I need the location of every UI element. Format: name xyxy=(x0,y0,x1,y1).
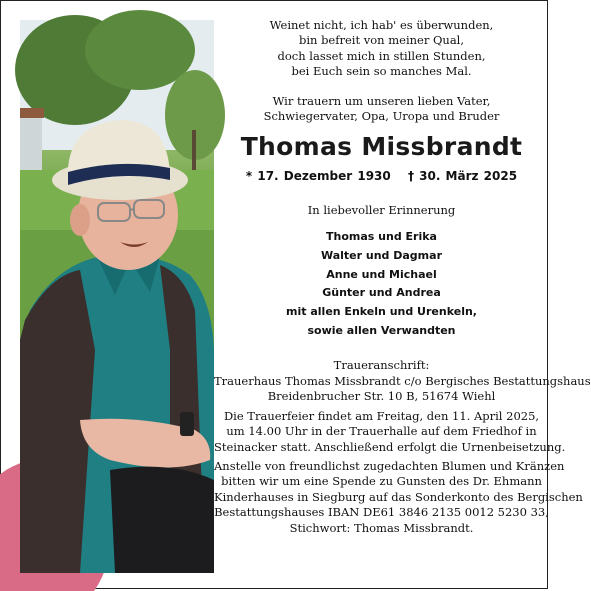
remembrance-line: In liebevoller Erinnerung xyxy=(307,202,456,217)
address-line: Trauerhaus Thomas Missbrandt c/o Bergisches Bestattungshaus xyxy=(214,373,591,388)
family-list xyxy=(214,228,549,340)
portrait-photo xyxy=(20,20,214,573)
donation-request xyxy=(214,458,583,536)
intro-line: Wir trauern um unseren lieben Vater, xyxy=(272,93,491,108)
donation-line: Kinderhauses in Siegburg auf das Sonderkonto des Bergischen xyxy=(214,489,583,504)
service-line: Die Trauerfeier findet am Freitag, den 11. April 2025, xyxy=(223,408,540,423)
donation-line: bitten wir um eine Spende zu Gunsten des Dr. Ehmann xyxy=(221,474,542,489)
mourning-address xyxy=(214,358,591,404)
donation-line: Bestattungshauses IBAN DE61 3846 2135 0012 5230 33, xyxy=(214,505,549,520)
intro-line: Schwiegervater, Opa, Uropa und Bruder xyxy=(263,109,500,124)
deceased-name: Thomas Missbrandt xyxy=(240,132,523,162)
family-line: sowie allen Verwandten xyxy=(307,323,456,337)
family-line: Walter und Dagmar xyxy=(320,248,442,262)
family-line: Anne und Michael xyxy=(326,267,437,281)
intro xyxy=(214,94,549,125)
address-line: Traueranschrift: xyxy=(333,358,430,373)
birth-date: * 17. Dezember 1930 xyxy=(245,169,391,184)
address-line: Breidenbrucher Str. 10 B, 51674 Wiehl xyxy=(267,389,496,404)
poem-line: Weinet nicht, ich hab' es überwunden, xyxy=(269,18,494,32)
donation-line: Stichwort: Thomas Missbrandt. xyxy=(289,520,474,535)
family-line: mit allen Enkeln und Urenkeln, xyxy=(286,305,477,319)
poem xyxy=(214,18,549,80)
death-date: † 30. März 2025 xyxy=(407,169,518,184)
funeral-service xyxy=(214,408,566,455)
portrait-illustration xyxy=(20,20,214,573)
service-line: Steinacker statt. Anschließend erfolgt die Urnenbeisetzung. xyxy=(214,439,566,454)
family-line: Thomas und Erika xyxy=(326,230,437,244)
poem-line: doch lasset mich in stillen Stunden, xyxy=(277,48,486,63)
poem-line: bin befreit von meiner Qual, xyxy=(298,33,465,48)
poem-line: bei Euch sein so manches Mal. xyxy=(291,64,472,79)
obituary-text xyxy=(214,13,591,536)
service-line: um 14.00 Uhr in der Trauerhalle auf dem Friedhof in xyxy=(226,424,537,439)
life-dates xyxy=(214,169,549,184)
family-line: Günter und Andrea xyxy=(322,286,441,300)
donation-line: Anstelle von freundlichst zugedachten Blumen und Kränzen xyxy=(214,458,565,473)
